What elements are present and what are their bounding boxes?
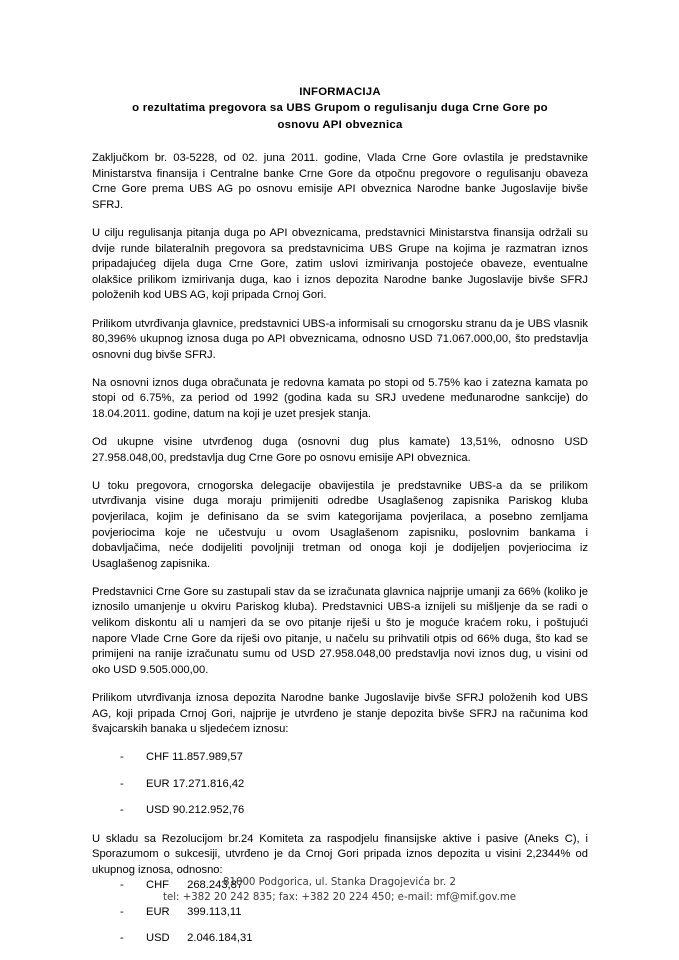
page-footer	[0, 875, 679, 905]
paragraph-interest-rates: Na osnovni iznos duga obračunata je redovna kamata po stopi od 5.75% kao i zatezna kamata po stopi od 6.75%, za period od 1992 (godina kada su SRJ uvedene međunarodne sankcije) do 18.04.2011. godine, datum na koji je uzet presjek stanja.	[92, 376, 588, 421]
footer-address: 81000 Podgorica, ul. Stanka Dragojevića br. 2	[223, 877, 456, 888]
dash-bullet-icon: -	[120, 905, 124, 918]
dash-bullet-icon: -	[120, 777, 124, 790]
document-body	[92, 84, 588, 960]
currency-amount: 90.212.952,76	[172, 804, 245, 817]
dash-bullet-icon: -	[120, 751, 124, 764]
list-item	[92, 931, 588, 947]
currency-amount: 11.857.989,57	[172, 751, 243, 764]
currency-code: USD	[146, 804, 170, 817]
list-item	[92, 750, 588, 766]
list-item	[92, 777, 588, 793]
paragraph-discount-agreement: Predstavnici Crne Gore su zastupali stav da se izračunata glavnica najprije umanji za 66% (koliko je iznosilo umanjenje u okviru Pariskog kluba). Predstavnici UBS-a iznijeli su mišljenje da se radi o velikom diskontu ali u namjeri da se ovo pitanje riješi u što je moguće kraćem roku, i poštujući napore Vlade Crne Gore da riješi ovo pitanje, u načelu su prihvatili otpis od 66% duga, što kad se primijeni na ranije izračunatu sumu od USD 27.958.048,00 predstavlja novi iznos dug, u visini od oko USD 9.505.000,00.	[92, 585, 588, 676]
paragraph-paris-club-terms: U toku pregovora, crnogorska delegacije obavijestila je predstavnike UBS-a da se prilikom utvrđivanja visine duga moraju primijeniti odredbe Usaglašenog zapisnika Pariskog kluba povjerilaca, kojim je definisano da se svim kategorijama povjerilaca, a posebno zemljama povjeriocima koje ne učestvuju u ovom Usaglašenom zapisniku, poslovnim bankama i dobavljačima, neće dodijeliti povoljniji tretman od onoga koji je dodijeljen povjeriocima iz Usaglašenog zapisnika.	[92, 479, 588, 570]
currency-amount: 399.113,11	[187, 905, 242, 918]
title-subtitle-line-1: o rezultatima pregovora sa UBS Grupom o regulisanju duga Crne Gore po	[132, 102, 548, 115]
paragraph-succession-resolution: U skladu sa Rezolucijom br.24 Komiteta za raspodjelu finansijske aktive i pasive (Aneks C), i Sporazumom o sukcesiji, utvrđeno je da Crnoj Gori pripada iznos depozita u visini 2,2344% od ukupnog iznosa, odnosno:	[92, 832, 588, 876]
paragraph-negotiation-rounds: U cilju regulisanja pitanja duga po API obveznicama, predstavnici Ministarstva finansija održali su dvije runde bilateralnih pregovora sa predstavnicima UBS Grupe na kojima je razmatran iznos pripadajućeg dijela duga Crne Gore, zatim uslovi izmirivanja postojeće obaveze, eventualne olakšice prilikom izmirivanja duga, kao i iznos depozita Narodne banke Jugoslavije bivše SFRJ položenih kod UBS AG, koji pripada Crnoj Gori.	[92, 227, 588, 302]
deposit-amount-list	[92, 750, 588, 819]
page-title	[92, 84, 588, 133]
paragraph-principal-amount: Prilikom utvrđivanja glavnice, predstavnici UBS-a informisali su crnogorsku stranu da je UBS vlasnik 80,396% ukupnog iznosa duga po API obveznicama, odnosno USD 71.067.000,00, što predstavlja osnovni dug bivše SFRJ.	[92, 317, 588, 361]
title-subtitle-line-2: osnovu API obveznica	[277, 118, 403, 131]
list-item	[92, 803, 588, 819]
currency-code: EUR	[146, 777, 170, 790]
currency-amount: 268.243,87	[187, 879, 244, 892]
dash-bullet-icon: -	[120, 804, 124, 817]
currency-code: CHF	[146, 751, 169, 764]
currency-amount: 2.046.184,31	[187, 932, 253, 945]
currency-code: EUR	[146, 905, 170, 918]
title-main-line: INFORMACIJA	[299, 86, 381, 98]
paragraph-montenegro-share: Od ukupne visine utvrđenog duga (osnovni dug plus kamate) 13,51%, odnosno USD 27.958.048,00, predstavlja dug Crne Gore po osnovu emisije API obveznica.	[92, 436, 588, 464]
dash-bullet-icon: -	[120, 879, 124, 892]
list-item	[92, 905, 588, 921]
paragraph-authorization: Zaključkom br. 03-5228, od 02. juna 2011. godine, Vlada Crne Gore ovlastila je predstavnike Ministarstva finansija i Centralne banke Crne Gore da otpočnu pregovore o regulisanju obaveza Crne Gore prema UBS AG po osnovu emisije API obveznica Narodne banke Jugoslavije bivše SFRJ.	[92, 152, 588, 211]
currency-code: USD	[146, 932, 170, 945]
currency-amount: 17.271.816,42	[172, 777, 245, 790]
dash-bullet-icon: -	[120, 932, 124, 945]
paragraph-deposit-determination: Prilikom utvrđivanja iznosa depozita Narodne banke Jugoslavije bivše SFRJ položenih kod UBS AG, koji pripada Crnoj Gori, najprije je utvrđeno je stanje depozita bivše SFRJ na računima kod švajcarskih banaka u sljedećem iznosu:	[92, 691, 588, 736]
currency-code: CHF	[146, 879, 169, 892]
footer-contact: tel: +382 20 242 835; fax: +382 20 224 450; e-mail: mf@mif.gov.me	[162, 892, 517, 903]
